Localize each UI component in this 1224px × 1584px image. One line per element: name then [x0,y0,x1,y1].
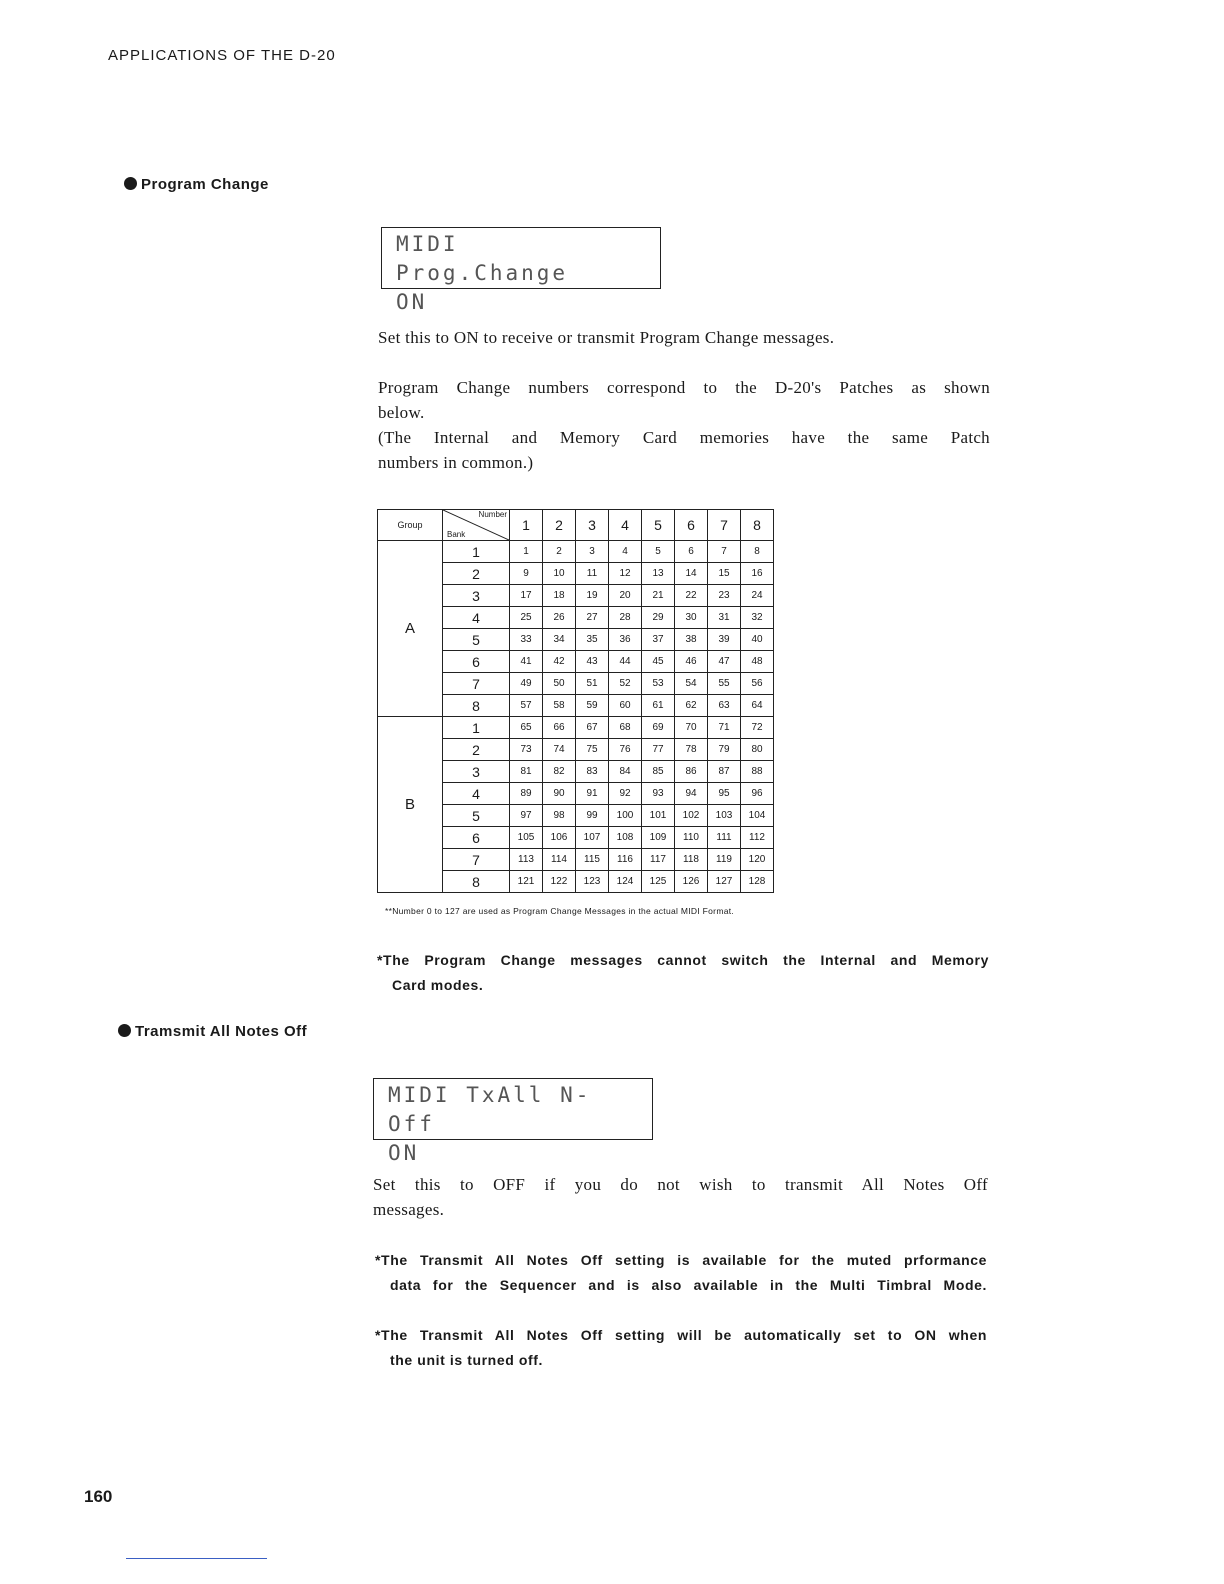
note-line: *The Transmit All Notes Off setting will be automatically set to ON when [375,1327,987,1343]
program-number-cell: 21 [642,585,675,607]
program-number-cell: 36 [609,629,642,651]
bank-cell: 8 [443,871,510,893]
program-number-cell: 22 [675,585,708,607]
program-number-cell: 32 [741,607,774,629]
paragraph-line: messages. [373,1200,445,1219]
program-number-cell: 103 [708,805,741,827]
bank-cell: 4 [443,607,510,629]
section-heading-program-change [124,176,269,193]
group-column-header: Group [378,510,443,541]
number-label: Number [478,510,507,519]
page-header: APPLICATIONS OF THE D-20 [108,47,336,64]
program-number-cell: 79 [708,739,741,761]
program-number-cell: 88 [741,761,774,783]
table-row [378,541,774,563]
section-heading-transmit-all-notes-off [118,1023,307,1040]
column-header: 3 [576,510,609,541]
program-number-cell: 16 [741,563,774,585]
note-line: Card modes. [392,977,484,993]
program-number-cell: 24 [741,585,774,607]
program-number-cell: 26 [543,607,576,629]
bank-cell: 8 [443,695,510,717]
program-number-cell: 19 [576,585,609,607]
program-number-cell: 68 [609,717,642,739]
paragraph-line: below. [378,403,425,422]
program-number-cell: 38 [675,629,708,651]
program-number-cell: 41 [510,651,543,673]
program-number-cell: 109 [642,827,675,849]
program-number-cell: 125 [642,871,675,893]
group-cell: A [378,541,443,717]
note-transmit-availability [375,1248,987,1298]
lcd-line-2: ON [388,1141,420,1165]
bank-cell: 6 [443,827,510,849]
program-number-cell: 111 [708,827,741,849]
column-header: 7 [708,510,741,541]
program-number-cell: 45 [642,651,675,673]
bank-cell: 3 [443,585,510,607]
bank-cell: 4 [443,783,510,805]
bottom-rule [126,1558,267,1559]
bank-cell: 2 [443,739,510,761]
program-number-cell: 95 [708,783,741,805]
program-number-cell: 17 [510,585,543,607]
page-number: 160 [84,1487,113,1506]
program-number-cell: 3 [576,541,609,563]
bank-cell: 7 [443,849,510,871]
lcd-display-program-change [381,227,661,314]
program-number-cell: 12 [609,563,642,585]
program-number-cell: 102 [675,805,708,827]
program-number-cell: 82 [543,761,576,783]
program-number-cell: 70 [675,717,708,739]
program-number-cell: 14 [675,563,708,585]
program-number-cell: 18 [543,585,576,607]
program-number-cell: 51 [576,673,609,695]
program-number-cell: 66 [543,717,576,739]
number-bank-corner-header [443,510,510,541]
program-change-table [377,509,774,893]
program-number-cell: 123 [576,871,609,893]
lcd-line-2: ON [396,290,428,314]
program-number-cell: 55 [708,673,741,695]
program-number-cell: 87 [708,761,741,783]
column-header: 4 [609,510,642,541]
bank-cell: 5 [443,629,510,651]
program-number-cell: 107 [576,827,609,849]
program-number-cell: 31 [708,607,741,629]
paragraph-program-change-numbers [378,375,990,475]
program-number-cell: 83 [576,761,609,783]
program-number-cell: 104 [741,805,774,827]
program-number-cell: 113 [510,849,543,871]
program-number-cell: 53 [642,673,675,695]
program-number-cell: 115 [576,849,609,871]
bank-cell: 2 [443,563,510,585]
program-number-cell: 116 [609,849,642,871]
paragraph-transmit-all-notes-off [373,1172,988,1222]
note-line: *The Program Change messages cannot switch the Internal and Memory [377,952,989,968]
program-number-cell: 100 [609,805,642,827]
paragraph-line: Program Change numbers correspond to the D-20's Patches as shown [378,378,990,397]
program-number-cell: 42 [543,651,576,673]
program-number-cell: 5 [642,541,675,563]
paragraph-program-change-intro: Set this to ON to receive or transmit Program Change messages. [378,328,835,347]
program-number-cell: 56 [741,673,774,695]
program-number-cell: 117 [642,849,675,871]
section-heading-label: Program Change [141,176,269,193]
program-number-cell: 27 [576,607,609,629]
program-number-cell: 48 [741,651,774,673]
program-number-cell: 54 [675,673,708,695]
column-header: 2 [543,510,576,541]
bank-cell: 1 [443,541,510,563]
bank-label: Bank [447,530,466,539]
program-number-cell: 119 [708,849,741,871]
program-number-cell: 72 [741,717,774,739]
program-number-cell: 77 [642,739,675,761]
program-number-cell: 112 [741,827,774,849]
note-program-change [377,948,989,998]
program-number-cell: 73 [510,739,543,761]
program-number-cell: 49 [510,673,543,695]
program-number-cell: 6 [675,541,708,563]
lcd-display-transmit-all-notes-off [373,1078,653,1165]
program-number-cell: 63 [708,695,741,717]
paragraph-line: numbers in common.) [378,453,534,472]
column-header: 1 [510,510,543,541]
program-number-cell: 126 [675,871,708,893]
program-number-cell: 7 [708,541,741,563]
program-number-cell: 37 [642,629,675,651]
program-number-cell: 90 [543,783,576,805]
program-number-cell: 85 [642,761,675,783]
table-row [378,717,774,739]
program-number-cell: 81 [510,761,543,783]
program-number-cell: 29 [642,607,675,629]
program-number-cell: 33 [510,629,543,651]
program-number-cell: 89 [510,783,543,805]
program-number-cell: 75 [576,739,609,761]
program-number-cell: 30 [675,607,708,629]
program-number-cell: 128 [741,871,774,893]
program-number-cell: 65 [510,717,543,739]
program-number-cell: 58 [543,695,576,717]
program-number-cell: 13 [642,563,675,585]
program-number-cell: 97 [510,805,543,827]
program-number-cell: 105 [510,827,543,849]
bullet-icon [118,1024,131,1037]
paragraph-line: (The Internal and Memory Card memories have the same Patch [378,428,990,447]
program-number-cell: 57 [510,695,543,717]
program-number-cell: 86 [675,761,708,783]
note-line: data for the Sequencer and is also available in the Multi Timbral Mode. [390,1277,987,1293]
table-footnote: **Number 0 to 127 are used as Program Change Messages in the actual MIDI Format. [385,906,735,916]
program-number-cell: 23 [708,585,741,607]
program-number-cell: 98 [543,805,576,827]
program-number-cell: 4 [609,541,642,563]
program-number-cell: 1 [510,541,543,563]
program-number-cell: 64 [741,695,774,717]
program-number-cell: 94 [675,783,708,805]
program-number-cell: 39 [708,629,741,651]
program-number-cell: 62 [675,695,708,717]
program-number-cell: 110 [675,827,708,849]
program-number-cell: 20 [609,585,642,607]
lcd-line-1: MIDI Prog.Change [396,232,569,285]
program-number-cell: 101 [642,805,675,827]
program-number-cell: 34 [543,629,576,651]
paragraph-line: Set this to OFF if you do not wish to transmit All Notes Off [373,1175,988,1194]
program-number-cell: 10 [543,563,576,585]
program-number-cell: 106 [543,827,576,849]
program-number-cell: 84 [609,761,642,783]
program-number-cell: 78 [675,739,708,761]
program-number-cell: 120 [741,849,774,871]
program-number-cell: 96 [741,783,774,805]
program-number-cell: 2 [543,541,576,563]
program-number-cell: 118 [675,849,708,871]
program-number-cell: 76 [609,739,642,761]
program-number-cell: 92 [609,783,642,805]
program-number-cell: 60 [609,695,642,717]
program-number-cell: 93 [642,783,675,805]
bank-cell: 7 [443,673,510,695]
program-number-cell: 80 [741,739,774,761]
column-header: 5 [642,510,675,541]
column-header: 8 [741,510,774,541]
lcd-line-1: MIDI TxAll N-Off [388,1083,592,1136]
program-number-cell: 74 [543,739,576,761]
bank-cell: 6 [443,651,510,673]
column-header: 6 [675,510,708,541]
note-line: *The Transmit All Notes Off setting is available for the muted prformance [375,1252,987,1268]
program-number-cell: 40 [741,629,774,651]
program-number-cell: 28 [609,607,642,629]
program-number-cell: 8 [741,541,774,563]
group-cell: B [378,717,443,893]
program-number-cell: 15 [708,563,741,585]
program-number-cell: 69 [642,717,675,739]
program-number-cell: 47 [708,651,741,673]
program-number-cell: 122 [543,871,576,893]
program-number-cell: 9 [510,563,543,585]
program-change-table-wrapper [377,509,774,893]
program-number-cell: 52 [609,673,642,695]
program-number-cell: 50 [543,673,576,695]
program-number-cell: 43 [576,651,609,673]
program-number-cell: 71 [708,717,741,739]
bullet-icon [124,177,137,190]
program-number-cell: 114 [543,849,576,871]
bank-cell: 3 [443,761,510,783]
note-line: the unit is turned off. [390,1352,544,1368]
program-number-cell: 121 [510,871,543,893]
program-number-cell: 44 [609,651,642,673]
program-number-cell: 35 [576,629,609,651]
program-number-cell: 127 [708,871,741,893]
program-change-table-body [378,541,774,893]
section-heading-label: Tramsmit All Notes Off [135,1023,308,1040]
program-number-cell: 46 [675,651,708,673]
program-number-cell: 124 [609,871,642,893]
program-number-cell: 11 [576,563,609,585]
program-number-cell: 99 [576,805,609,827]
program-number-cell: 59 [576,695,609,717]
program-number-cell: 67 [576,717,609,739]
program-number-cell: 108 [609,827,642,849]
program-number-cell: 25 [510,607,543,629]
program-number-cell: 91 [576,783,609,805]
bank-cell: 1 [443,717,510,739]
program-number-cell: 61 [642,695,675,717]
bank-cell: 5 [443,805,510,827]
note-transmit-auto-on [375,1323,987,1373]
